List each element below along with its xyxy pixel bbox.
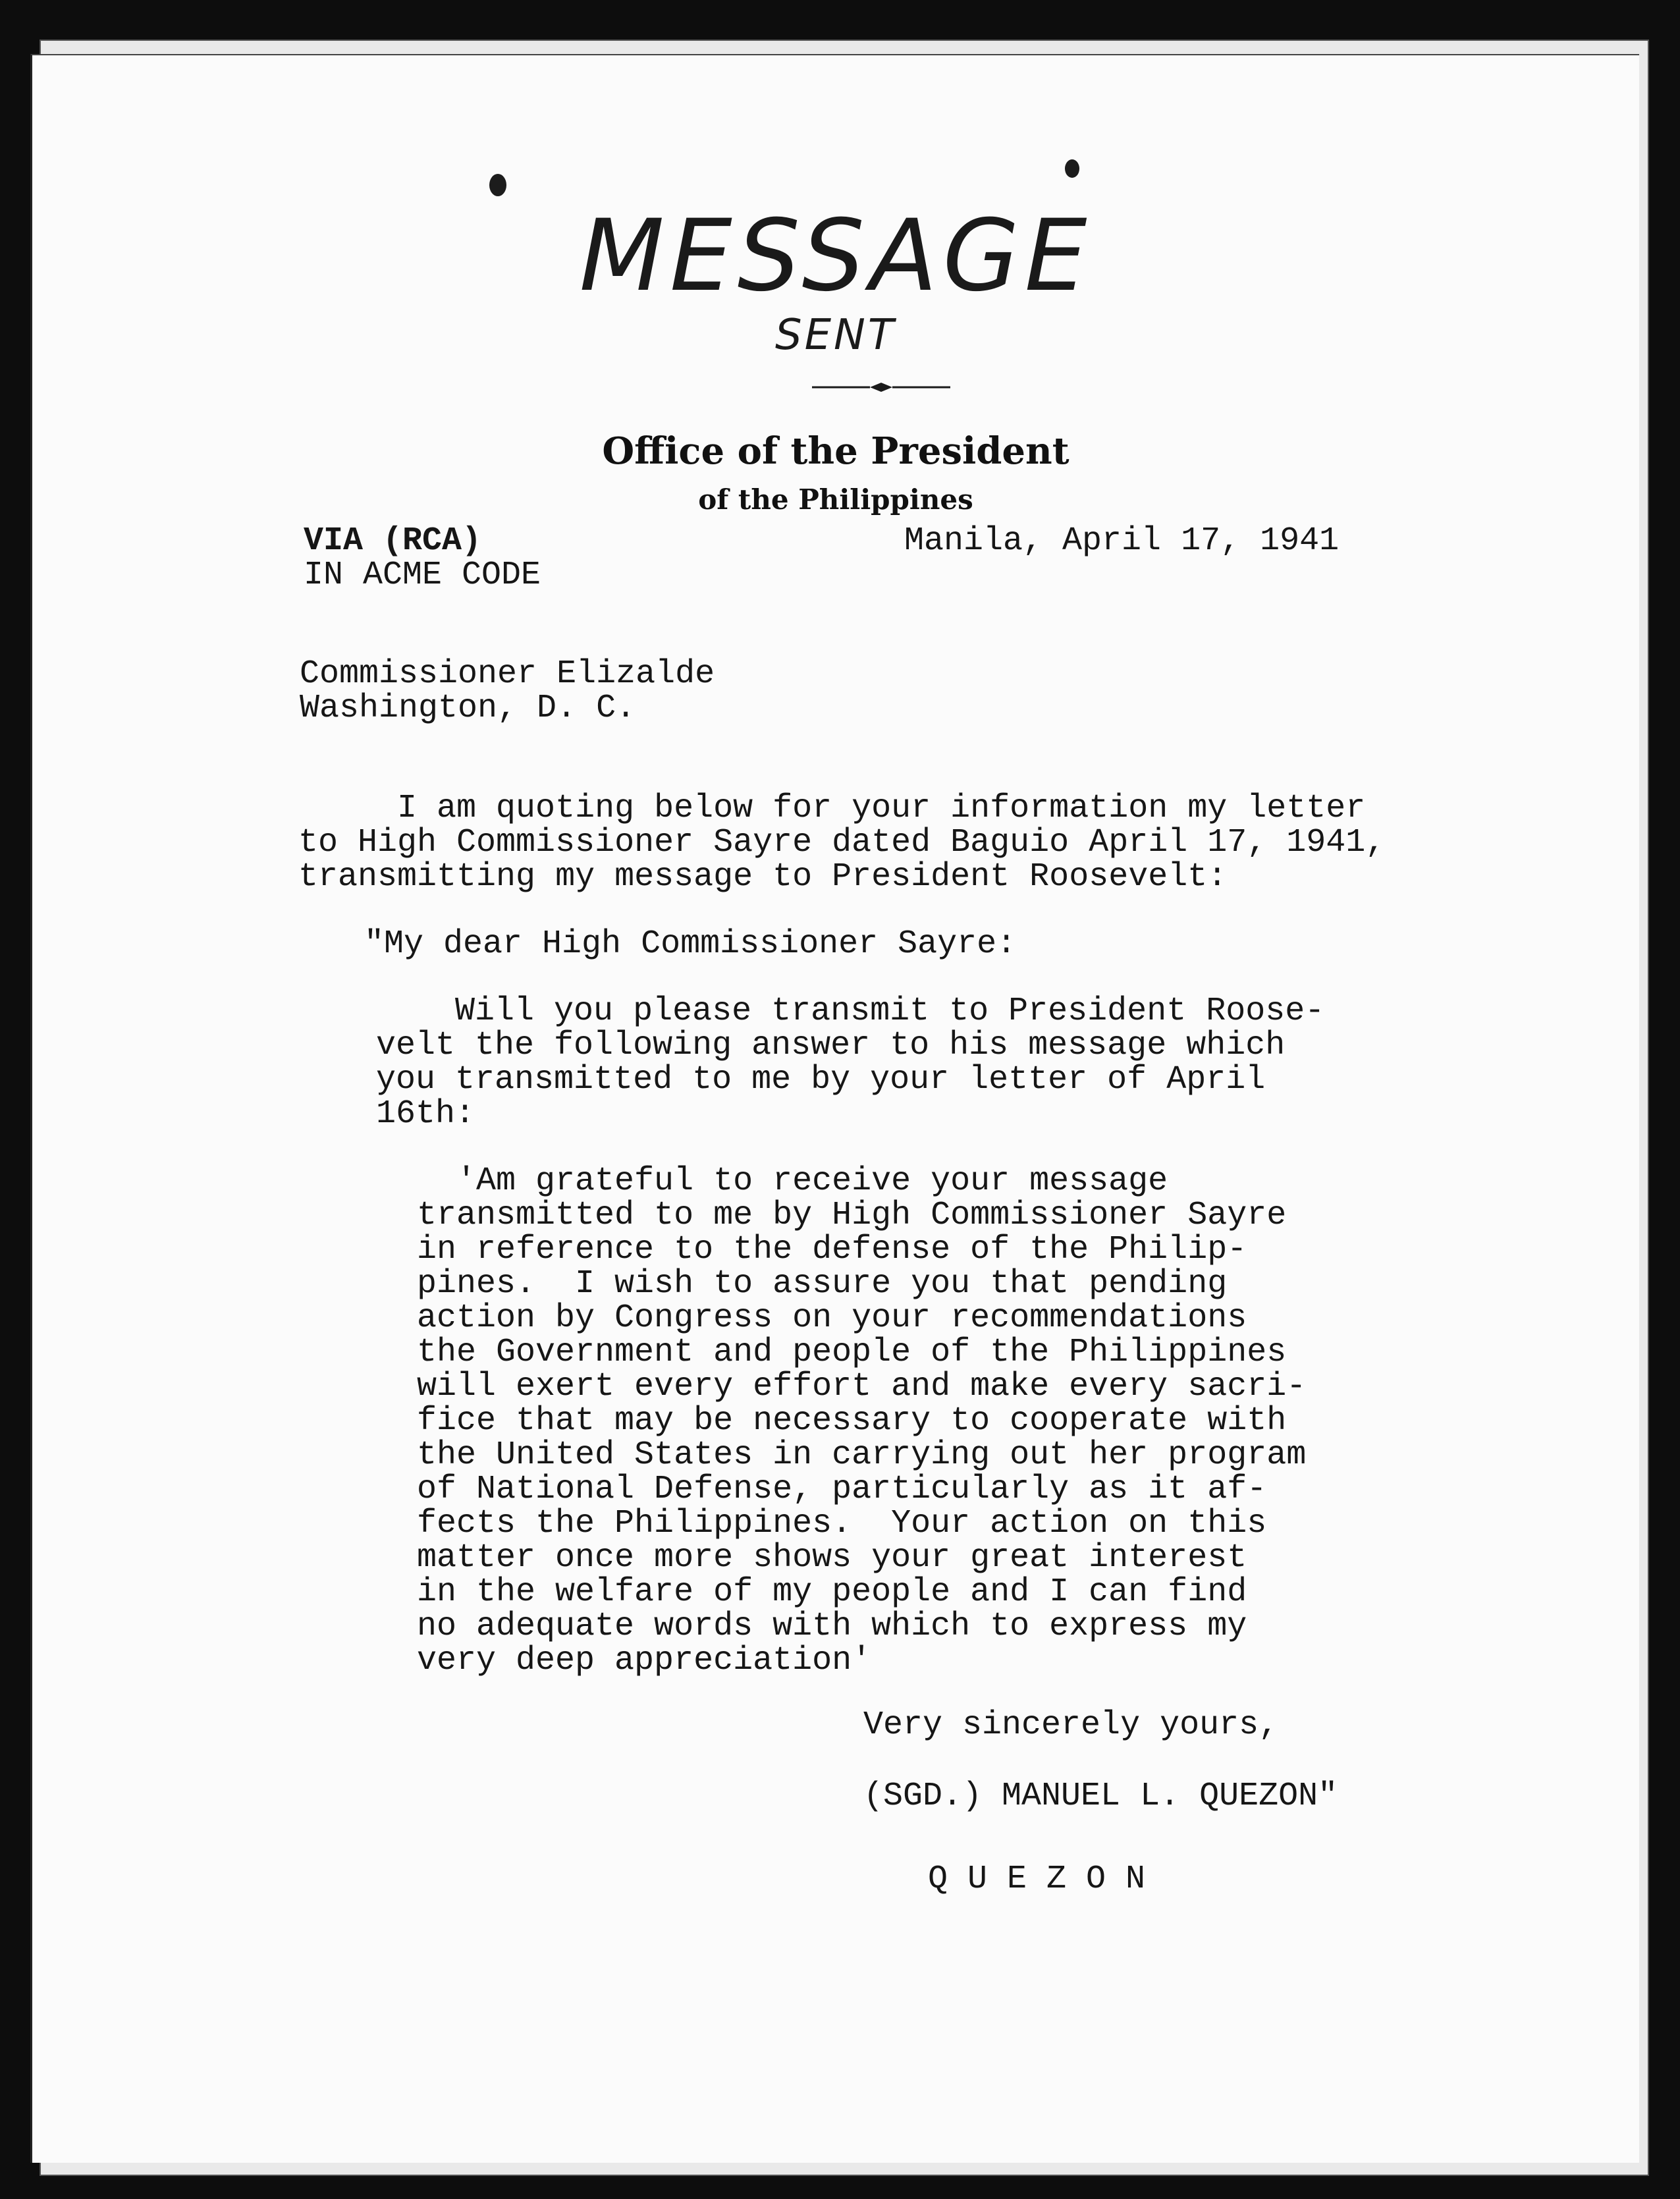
quoted-line: fice that may be necessary to cooperate with xyxy=(417,1402,1287,1440)
office-of-president: Office of the President xyxy=(602,429,1070,473)
quoted-line: very deep appreciation' xyxy=(417,1642,872,1679)
quoted-line: in reference to the defense of the Philip- xyxy=(417,1231,1247,1268)
quoted-line: matter once more shows your great interest xyxy=(417,1539,1247,1577)
request-line: velt the following answer to his message which xyxy=(376,1027,1286,1064)
salutation: "My dear High Commissioner Sayre: xyxy=(364,925,1017,963)
ornament-divider xyxy=(812,381,950,394)
quoted-line: in the welfare of my people and I can find xyxy=(417,1573,1247,1611)
quoted-line: no adequate words with which to express my xyxy=(417,1608,1247,1645)
quoted-line: will exert every effort and make every sacri- xyxy=(417,1368,1307,1405)
place-date: Manila, April 17, 1941 xyxy=(904,522,1340,560)
signed-name: (SGD.) MANUEL L. QUEZON" xyxy=(863,1778,1338,1815)
quoted-line: 'Am grateful to receive your message xyxy=(417,1162,1168,1200)
closing: Very sincerely yours, xyxy=(863,1706,1279,1744)
quoted-line: transmitted to me by High Commissioner Sayre xyxy=(417,1197,1287,1234)
ink-blot-left xyxy=(489,174,506,196)
quoted-line: of National Defense, particularly as it af- xyxy=(417,1471,1267,1508)
ink-blot-right xyxy=(1065,159,1079,178)
letter-page xyxy=(30,54,1639,2163)
message-heading: MESSAGE xyxy=(579,199,1093,313)
quoted-line: the United States in carrying out her program xyxy=(417,1436,1307,1474)
code-line: IN ACME CODE xyxy=(304,557,541,594)
quoted-line: action by Congress on your recommendations xyxy=(417,1299,1247,1337)
quoted-line: fects the Philippines. Your action on this xyxy=(417,1505,1267,1542)
addressee-location: Washington, D. C. xyxy=(300,690,636,727)
intro-line: transmitting my message to President Roosevelt: xyxy=(298,858,1228,896)
intro-line: I am quoting below for your information my letter xyxy=(298,790,1366,827)
via-line: VIA (RCA) xyxy=(304,522,482,560)
quoted-line: the Government and people of the Philippines xyxy=(417,1334,1287,1371)
addressee-name: Commissioner Elizalde xyxy=(300,655,715,693)
request-line: 16th: xyxy=(376,1095,475,1133)
sent-subheading: SENT xyxy=(774,311,897,360)
quoted-line: pines. I wish to assure you that pending xyxy=(417,1265,1228,1303)
signature: Q U E Z O N xyxy=(928,1860,1146,1898)
request-line: Will you please transmit to President Roose- xyxy=(376,992,1325,1030)
intro-line: to High Commissioner Sayre dated Baguio April 17, 1941, xyxy=(298,824,1386,861)
request-line: you transmitted to me by your letter of April xyxy=(376,1061,1266,1099)
of-the-philippines: of the Philippines xyxy=(698,483,973,516)
